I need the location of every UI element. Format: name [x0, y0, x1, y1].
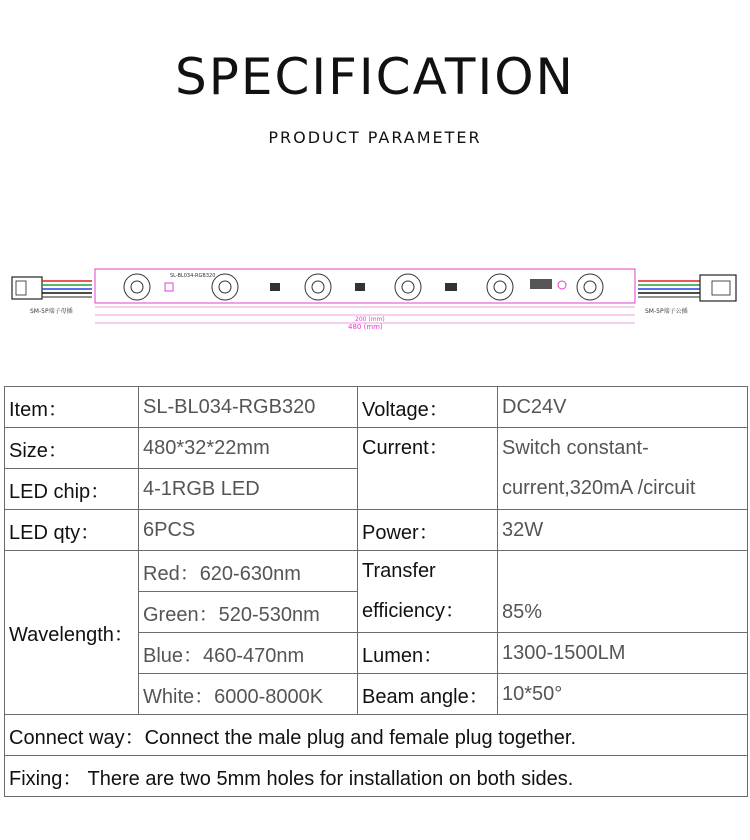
power-value: 32W — [498, 510, 748, 551]
page-subtitle: PRODUCT PARAMETER — [268, 128, 482, 147]
chip-value: 4-1RGB LED — [139, 469, 358, 510]
wavelength-blue: Blue：460-470nm — [139, 633, 358, 674]
led-2 — [212, 274, 238, 300]
size-value: 480*32*22mm — [139, 428, 358, 469]
table-row — [5, 428, 748, 469]
table-row — [5, 510, 748, 551]
led-board — [95, 269, 635, 323]
wavelength-red: Red：620-630nm — [139, 551, 358, 592]
right-connector-label: SM-5P端子公插 — [645, 308, 688, 315]
wavelength-label: Wavelength： — [5, 551, 139, 715]
table-row — [5, 715, 748, 756]
table-row — [5, 756, 748, 797]
spec-table — [4, 386, 748, 797]
lumen-value: 1300-1500LM — [498, 633, 748, 674]
inner-length-label: 200 (mm) — [355, 316, 385, 323]
led-5 — [487, 274, 513, 300]
qty-value: 6PCS — [139, 510, 358, 551]
wavelength-green: Green：520-530nm — [139, 592, 358, 633]
current-label: Current： — [358, 428, 498, 510]
transfer-value: 85% — [498, 551, 748, 633]
table-row — [5, 551, 748, 592]
component-5 — [530, 279, 552, 289]
beam-label: Beam angle： — [358, 674, 498, 715]
item-value: SL-BL034-RGB320 — [139, 387, 358, 428]
led-3 — [305, 274, 331, 300]
left-connector-label: SM-5P端子母插 — [30, 308, 73, 315]
left-connector — [12, 277, 92, 299]
component-3 — [355, 283, 365, 291]
connect-way: Connect way：Connect the male plug and female plug together. — [5, 715, 748, 756]
table-row — [5, 387, 748, 428]
product-diagram — [0, 255, 750, 335]
page-title: SPECIFICATION — [175, 48, 575, 106]
transfer-label: Transfer efficiency： — [358, 551, 498, 633]
voltage-value: DC24V — [498, 387, 748, 428]
lumen-label: Lumen： — [358, 633, 498, 674]
led-4 — [395, 274, 421, 300]
current-value: Switch constant-current,320mA /circuit — [498, 428, 748, 510]
board-model-label: SL-BL034-RGB320 — [170, 273, 216, 279]
wavelength-white: White：6000-8000K — [139, 674, 358, 715]
size-label: Size： — [5, 428, 139, 469]
fixing: Fixing： There are two 5mm holes for installation on both sides. — [5, 756, 748, 797]
led-1 — [124, 274, 150, 300]
power-label: Power： — [358, 510, 498, 551]
component-6 — [558, 281, 566, 289]
total-length-label: 480 (mm) — [348, 323, 383, 331]
qty-label: LED qty： — [5, 510, 139, 551]
component-4 — [445, 283, 457, 291]
chip-label: LED chip： — [5, 469, 139, 510]
led-6 — [577, 274, 603, 300]
item-label: Item： — [5, 387, 139, 428]
beam-value: 10*50° — [498, 674, 748, 715]
component-2 — [270, 283, 280, 291]
voltage-label: Voltage： — [358, 387, 498, 428]
component-1 — [165, 283, 173, 291]
right-connector — [638, 275, 736, 301]
